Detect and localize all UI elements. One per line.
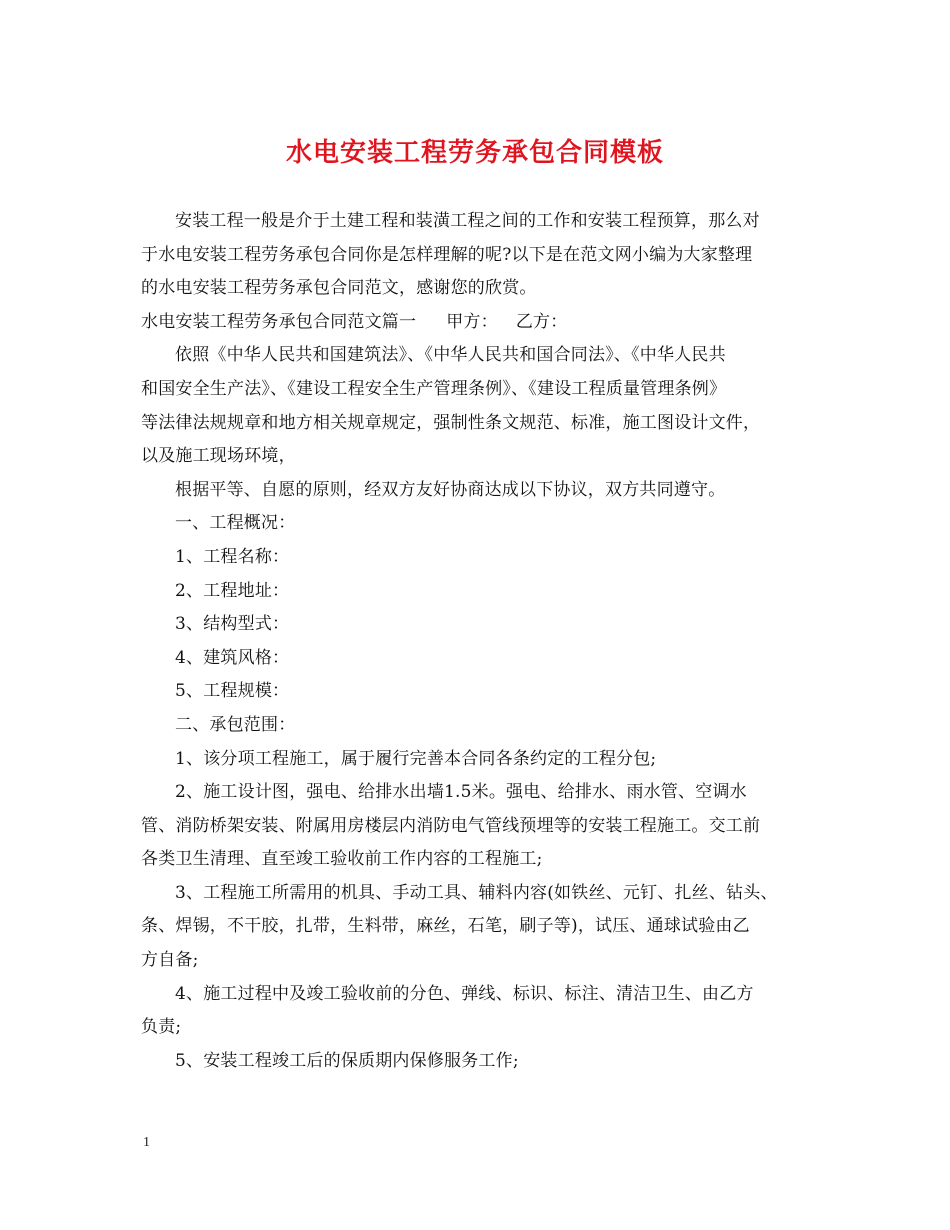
paragraph-line: 管、消防桥架安装、附属用房楼层内消防电气管线预埋等的安装工程施工。交工前 (141, 815, 761, 836)
contract-subtitle: 水电安装工程劳务承包合同范文篇一 (141, 311, 417, 332)
paragraph-line: 于水电安装工程劳务承包合同你是怎样理解的呢?以下是在范文网小编为大家整理 (141, 244, 753, 265)
paragraph-line: 依照《中华人民共和国建筑法》、《中华人民共和国合同法》、《中华人民共 (175, 345, 726, 366)
list-item: 1、该分项工程施工，属于履行完善本合同各条约定的工程分包; (175, 748, 657, 769)
party-a-label: 甲方： (446, 311, 498, 332)
list-item: 3、结构型式： (175, 614, 290, 635)
section-heading: 二、承包范围： (175, 714, 296, 735)
contract-heading-line (141, 306, 821, 340)
paragraph-line: 条、焊锡，不干胶，扎带，生料带，麻丝，石笔，刷子等)，试压、通球试验由乙 (141, 916, 750, 937)
paragraph-line: 负责; (141, 1017, 182, 1038)
list-item: 4、建筑风格： (175, 647, 290, 668)
list-item: 2、施工设计图，强电、给排水出墙1.5米。强电、给排水、雨水管、空调水 (175, 782, 747, 803)
list-item: 5、安装工程竣工后的保质期内保修服务工作; (175, 1050, 519, 1071)
document-body (141, 205, 821, 1078)
paragraph-line: 的水电安装工程劳务承包合同范文，感谢您的欣赏。 (141, 278, 537, 299)
paragraph-line: 和国安全生产法》、《建设工程安全生产管理条例》、《建设工程质量管理条例》 (141, 378, 727, 399)
paragraph-line: 各类卫生清理、直至竣工验收前工作内容的工程施工; (141, 849, 543, 870)
paragraph-line: 方自备; (141, 950, 199, 971)
list-item: 2、工程地址： (175, 580, 290, 601)
list-item: 4、施工过程中及竣工验收前的分色、弹线、标识、标注、清洁卫生、由乙方 (175, 983, 754, 1004)
section-heading: 一、工程概况： (175, 513, 296, 534)
list-item: 1、工程名称： (175, 546, 290, 567)
paragraph-line: 等法律法规规章和地方相关规章规定，强制性条文规范、标准，施工图设计文件， (141, 412, 761, 433)
list-item: 5、工程规模： (175, 681, 290, 702)
document-title: 水电安装工程劳务承包合同模板 (285, 138, 664, 168)
paragraph-line: 根据平等、自愿的原则，经双方友好协商达成以下协议，双方共同遵守。 (175, 479, 726, 500)
page-number: 1 (143, 1135, 150, 1150)
paragraph-line: 以及施工现场环境， (141, 446, 296, 467)
list-item: 3、工程施工所需用的机具、手动工具、辅料内容(如铁丝、元钉、扎丝、钻头、 (175, 882, 778, 903)
paragraph-line: 安装工程一般是介于土建工程和装潢工程之间的工作和安装工程预算，那么对 (175, 211, 760, 231)
party-b-label: 乙方： (515, 311, 568, 332)
